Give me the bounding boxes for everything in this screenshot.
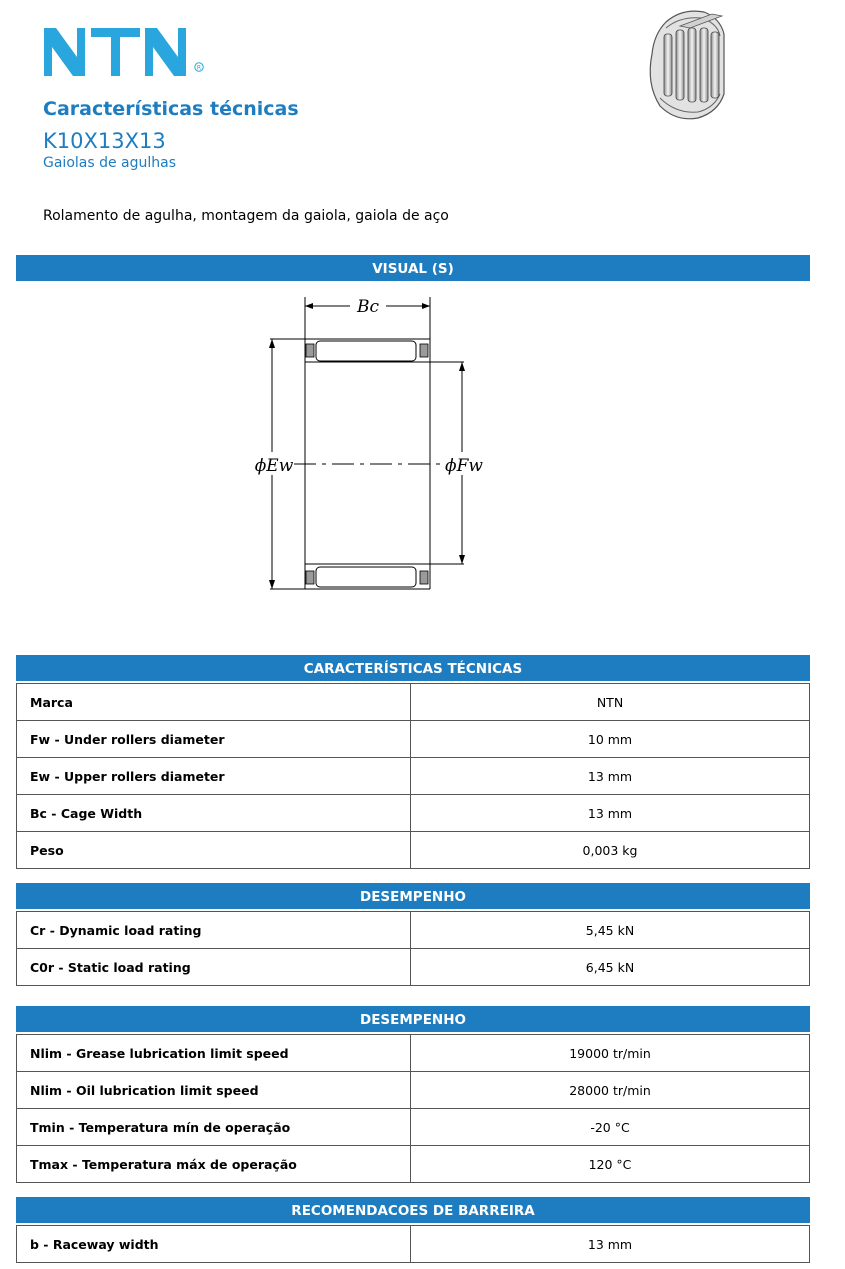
table-row (17, 721, 810, 758)
product-model: K10X13X13 (43, 129, 166, 153)
barrier-recommendations-table (16, 1225, 810, 1263)
ntn-logo (44, 24, 209, 80)
row-value: 28000 tr/min (411, 1072, 810, 1109)
table-row (17, 758, 810, 795)
width-label: Bc (356, 297, 380, 317)
speed-temperature-table (16, 1034, 810, 1183)
tech-specs-table (16, 683, 810, 869)
outer-diameter-label: ϕEw (254, 456, 294, 476)
row-value: 13 mm (411, 1226, 810, 1263)
row-value: 13 mm (411, 758, 810, 795)
row-value: 120 °C (411, 1146, 810, 1183)
inner-diameter-label: ϕFw (445, 456, 483, 476)
tech-specs-header: CARACTERÍSTICAS TÉCNICAS (16, 655, 810, 681)
row-value: 5,45 kN (411, 912, 810, 949)
registered-letter: R (196, 64, 202, 72)
row-label: Bc - Cage Width (17, 795, 411, 832)
page-title: Características técnicas (43, 98, 299, 120)
row-value: 19000 tr/min (411, 1035, 810, 1072)
load-rating-header: DESEMPENHO (16, 883, 810, 909)
table-row (17, 795, 810, 832)
table-row (17, 912, 810, 949)
visual-section-header: VISUAL (S) (16, 255, 810, 281)
table-row (17, 684, 810, 721)
row-label: Marca (17, 684, 411, 721)
row-label: b - Raceway width (17, 1226, 411, 1263)
row-label: Fw - Under rollers diameter (17, 721, 411, 758)
needle-cage-photo (640, 6, 740, 124)
row-label: Peso (17, 832, 411, 869)
load-rating-table (16, 911, 810, 986)
row-value: 10 mm (411, 721, 810, 758)
product-description: Rolamento de agulha, montagem da gaiola, gaiola de aço (43, 208, 449, 224)
row-label: Ew - Upper rollers diameter (17, 758, 411, 795)
row-label: Tmax - Temperatura máx de operação (17, 1146, 411, 1183)
barrier-recommendations-header: RECOMENDACOES DE BARREIRA (16, 1197, 810, 1223)
table-row (17, 832, 810, 869)
product-category: Gaiolas de agulhas (43, 155, 177, 171)
table-row (17, 1146, 810, 1183)
table-row (17, 949, 810, 986)
row-value: NTN (411, 684, 810, 721)
row-label: Nlim - Grease lubrication limit speed (17, 1035, 411, 1072)
row-label: Cr - Dynamic load rating (17, 912, 411, 949)
row-value: 13 mm (411, 795, 810, 832)
table-row (17, 1109, 810, 1146)
table-row (17, 1226, 810, 1263)
speed-temperature-header: DESEMPENHO (16, 1006, 810, 1032)
table-row (17, 1072, 810, 1109)
technical-drawing (250, 292, 500, 597)
row-value: 6,45 kN (411, 949, 810, 986)
ntn-logo-letters (44, 28, 186, 76)
row-label: C0r - Static load rating (17, 949, 411, 986)
row-label: Nlim - Oil lubrication limit speed (17, 1072, 411, 1109)
row-value: 0,003 kg (411, 832, 810, 869)
table-row (17, 1035, 810, 1072)
row-value: -20 °C (411, 1109, 810, 1146)
row-label: Tmin - Temperatura mín de operação (17, 1109, 411, 1146)
